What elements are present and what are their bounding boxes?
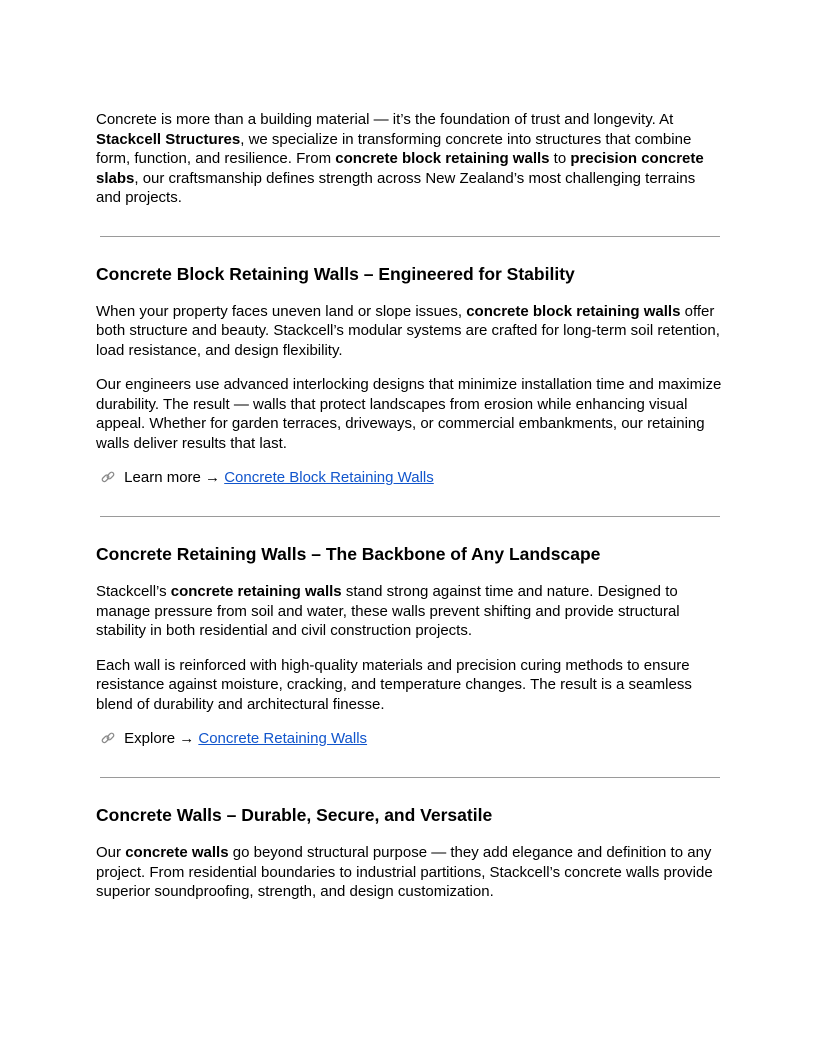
intro-bold-retaining-walls: concrete block retaining walls: [335, 150, 550, 167]
section-divider: [100, 236, 720, 237]
intro-bold-company: Stackcell Structures: [96, 130, 241, 148]
link-prefix: Learn more →: [124, 469, 225, 486]
section-paragraph: Our engineers use advanced interlocking designs that minimize installation time and maximize durability. The result — walls that protect landscapes from erosion while enhancing visual appeal. Whether for garden terraces, driveways, or commercial embankments, our retaining walls deliver results that last.: [96, 376, 722, 452]
intro-text: , our craftsmanship defines strength across New Zealand’s most challenging terrains and projects.: [96, 169, 696, 206]
intro-text: Concrete is more than a building material — it’s the foundation of trust and longevity. At: [96, 111, 674, 128]
explore-line: [96, 729, 724, 749]
section-heading: Concrete Retaining Walls – The Backbone of Any Landscape: [96, 544, 601, 564]
intro-text: , we specialize in transforming concrete into structures that combine form, function, and resilience. From: [96, 130, 692, 167]
section-paragraph: [96, 843, 724, 902]
concrete-block-retaining-walls-link[interactable]: Concrete Block Retaining Walls: [224, 469, 434, 486]
paragraph-text: stand strong against time and nature. Designed to manage pressure from soil and water, these walls prevent shifting and provide structural stability in both residential and civil construction projects.: [96, 583, 680, 639]
section-paragraph: Each wall is reinforced with high-quality materials and precision curing methods to ensure resistance against moisture, cracking, and temperature changes. The result is a seamless blend of durability and architectural finesse.: [96, 656, 692, 713]
paragraph-text: When your property faces uneven land or slope issues,: [96, 302, 467, 320]
intro-paragraph: [96, 110, 724, 208]
intro-text: to: [549, 150, 571, 167]
link-icon: [100, 469, 116, 485]
document-body: [96, 110, 724, 917]
section-divider: [100, 777, 720, 778]
link-prefix: Explore →: [124, 730, 199, 747]
paragraph-text: Stackcell’s: [96, 583, 171, 600]
paragraph-text: Our: [96, 844, 126, 861]
learn-more-line: [96, 468, 724, 488]
concrete-retaining-walls-link[interactable]: Concrete Retaining Walls: [198, 730, 368, 747]
section-paragraph: [96, 302, 724, 361]
paragraph-bold: concrete block retaining walls: [466, 302, 681, 320]
intro-bold-slabs: precision concrete slabs: [96, 150, 704, 187]
section-divider: [100, 516, 720, 517]
link-icon: [100, 730, 116, 746]
paragraph-text: go beyond structural purpose — they add elegance and definition to any project. From residential boundaries to industrial partitions, Stackcell’s concrete walls provide superior soundproofing, strength, and design customization.: [96, 844, 713, 900]
paragraph-bold: concrete retaining walls: [170, 583, 342, 600]
section-heading: Concrete Block Retaining Walls – Engineered for Stability: [96, 263, 575, 284]
section-heading: Concrete Walls – Durable, Secure, and Versatile: [96, 805, 493, 825]
paragraph-text: offer both structure and beauty. Stackcell’s modular systems are crafted for long-term soil retention, load resistance, and design flexibility.: [96, 302, 720, 359]
paragraph-bold: concrete walls: [125, 844, 229, 861]
section-paragraph: [96, 582, 724, 641]
